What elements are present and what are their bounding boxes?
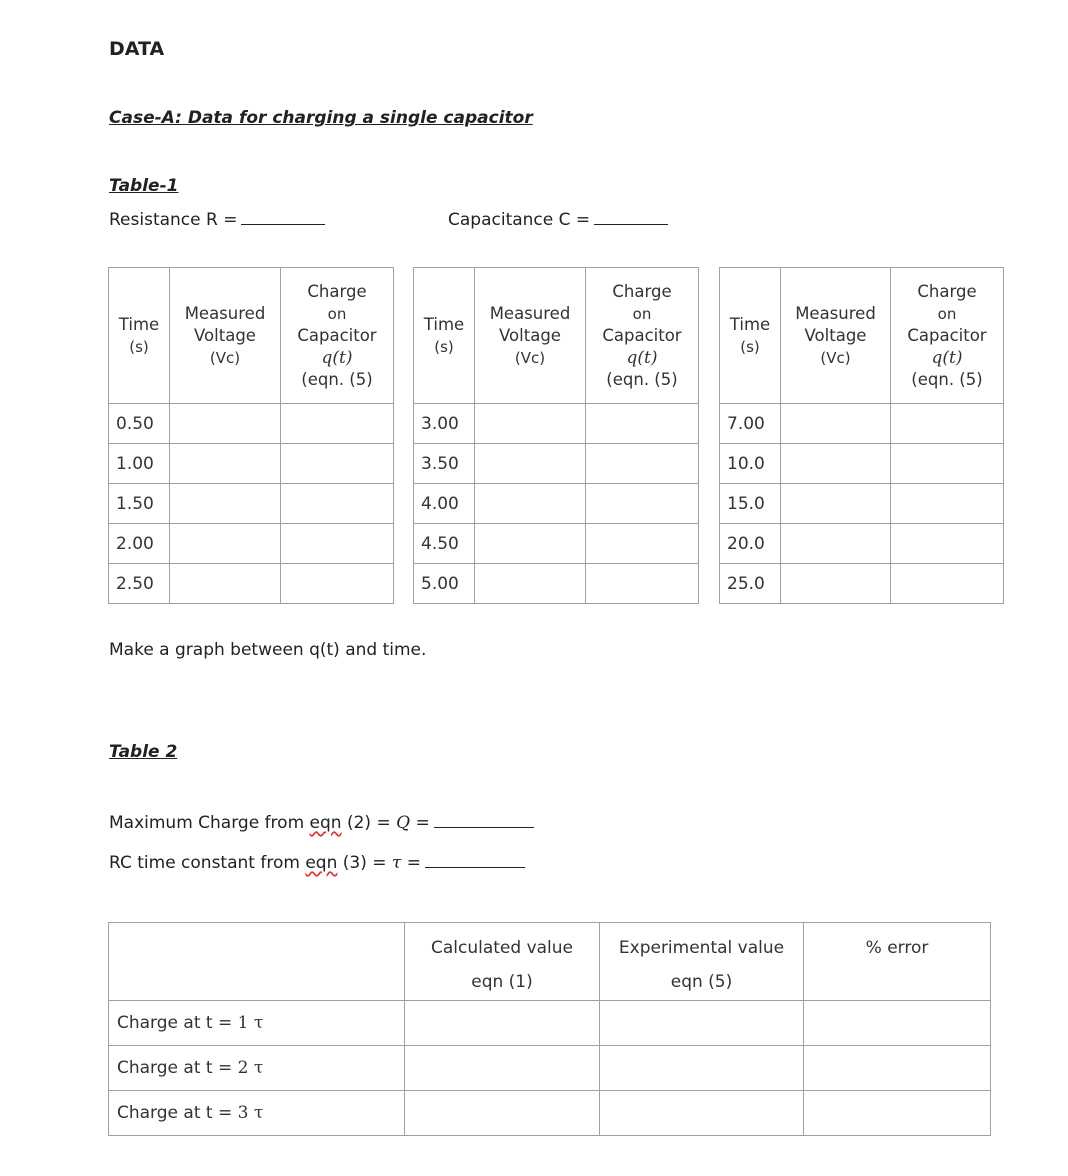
equals-sign: = — [406, 853, 421, 873]
charge-cell[interactable] — [281, 444, 394, 484]
charge-cell[interactable] — [586, 404, 699, 444]
error-cell[interactable] — [804, 1091, 991, 1136]
calculated-cell[interactable] — [405, 1046, 600, 1091]
voltage-cell[interactable] — [170, 484, 281, 524]
voltage-cell[interactable] — [475, 404, 586, 444]
time-header: Time (s) — [720, 268, 781, 404]
blank-header — [109, 923, 405, 1001]
time-cell: 3.50 — [414, 444, 475, 484]
resistance-field — [109, 210, 325, 230]
capacitance-input[interactable] — [594, 224, 668, 225]
experimental-cell[interactable] — [600, 1046, 804, 1091]
max-charge-field — [109, 813, 534, 833]
time-cell: 10.0 — [720, 444, 781, 484]
voltage-cell[interactable] — [475, 444, 586, 484]
data-table-block-2 — [413, 267, 699, 604]
time-cell: 3.00 — [414, 404, 475, 444]
calculated-cell[interactable] — [405, 1001, 600, 1046]
row-label: Charge at t = 2 τ — [109, 1046, 405, 1091]
voltage-cell[interactable] — [170, 444, 281, 484]
charge-cell[interactable] — [891, 444, 1004, 484]
case-a-title: Case-A: Data for charging a single capacitor — [109, 108, 533, 128]
charge-cell[interactable] — [281, 404, 394, 444]
results-table — [108, 922, 991, 1136]
voltage-cell[interactable] — [781, 564, 891, 604]
capacitance-label: Capacitance C = — [448, 210, 591, 230]
max-charge-eqn: eqn — [309, 813, 342, 833]
equals-sign: = — [415, 813, 430, 833]
voltage-cell[interactable] — [781, 444, 891, 484]
time-cell: 2.00 — [109, 524, 170, 564]
error-cell[interactable] — [804, 1046, 991, 1091]
time-header: Time (s) — [414, 268, 475, 404]
voltage-cell[interactable] — [475, 524, 586, 564]
q-symbol: Q — [396, 813, 411, 833]
voltage-cell[interactable] — [781, 524, 891, 564]
row-label: Charge at t = 1 τ — [109, 1001, 405, 1046]
charge-cell[interactable] — [281, 564, 394, 604]
experimental-cell[interactable] — [600, 1001, 804, 1046]
experimental-header: Experimental value eqn (5) — [600, 923, 804, 1001]
max-charge-input[interactable] — [434, 827, 534, 828]
resistance-input[interactable] — [241, 224, 325, 225]
time-cell: 4.50 — [414, 524, 475, 564]
time-cell: 25.0 — [720, 564, 781, 604]
charge-cell[interactable] — [281, 524, 394, 564]
time-cell: 0.50 — [109, 404, 170, 444]
charge-cell[interactable] — [586, 524, 699, 564]
voltage-cell[interactable] — [170, 564, 281, 604]
charge-header: Charge on Capacitor q(t) (eqn. (5) — [891, 268, 1004, 404]
resistance-label: Resistance R = — [109, 210, 238, 230]
table1-label: Table-1 — [109, 176, 179, 196]
error-header: % error — [804, 923, 991, 1001]
voltage-cell[interactable] — [475, 564, 586, 604]
calculated-cell[interactable] — [405, 1091, 600, 1136]
voltage-header: Measured Voltage (Vc) — [781, 268, 891, 404]
time-cell: 7.00 — [720, 404, 781, 444]
voltage-cell[interactable] — [781, 484, 891, 524]
voltage-cell[interactable] — [781, 404, 891, 444]
time-cell: 20.0 — [720, 524, 781, 564]
max-charge-label: Maximum Charge from — [109, 813, 305, 833]
voltage-header: Measured Voltage (Vc) — [475, 268, 586, 404]
graph-instruction: Make a graph between q(t) and time. — [109, 640, 427, 660]
max-charge-suffix: (2) = — [346, 813, 391, 833]
error-cell[interactable] — [804, 1001, 991, 1046]
rc-label: RC time constant from — [109, 853, 300, 873]
charge-header: Charge on Capacitor q(t) (eqn. (5) — [281, 268, 394, 404]
time-cell: 15.0 — [720, 484, 781, 524]
time-cell: 2.50 — [109, 564, 170, 604]
charge-cell[interactable] — [891, 404, 1004, 444]
rc-eqn: eqn — [305, 853, 338, 873]
time-cell: 1.50 — [109, 484, 170, 524]
charge-cell[interactable] — [891, 484, 1004, 524]
page-heading: DATA — [109, 38, 165, 60]
time-header: Time (s) — [109, 268, 170, 404]
charge-header: Charge on Capacitor q(t) (eqn. (5) — [586, 268, 699, 404]
table2-label: Table 2 — [109, 742, 178, 762]
charge-cell[interactable] — [281, 484, 394, 524]
charge-cell[interactable] — [586, 444, 699, 484]
experimental-cell[interactable] — [600, 1091, 804, 1136]
time-cell: 1.00 — [109, 444, 170, 484]
voltage-cell[interactable] — [170, 524, 281, 564]
voltage-cell[interactable] — [475, 484, 586, 524]
tau-symbol: τ — [391, 853, 402, 873]
calculated-header: Calculated value eqn (1) — [405, 923, 600, 1001]
charge-cell[interactable] — [891, 524, 1004, 564]
rc-constant-field — [109, 853, 525, 873]
capacitance-field — [448, 210, 668, 230]
voltage-cell[interactable] — [170, 404, 281, 444]
voltage-header: Measured Voltage (Vc) — [170, 268, 281, 404]
charge-cell[interactable] — [891, 564, 1004, 604]
rc-suffix: (3) = — [342, 853, 387, 873]
charge-cell[interactable] — [586, 564, 699, 604]
charge-cell[interactable] — [586, 484, 699, 524]
time-cell: 5.00 — [414, 564, 475, 604]
row-label: Charge at t = 3 τ — [109, 1091, 405, 1136]
data-table-block-3 — [719, 267, 1004, 604]
data-table-block-1 — [108, 267, 394, 604]
rc-input[interactable] — [425, 867, 525, 868]
time-cell: 4.00 — [414, 484, 475, 524]
